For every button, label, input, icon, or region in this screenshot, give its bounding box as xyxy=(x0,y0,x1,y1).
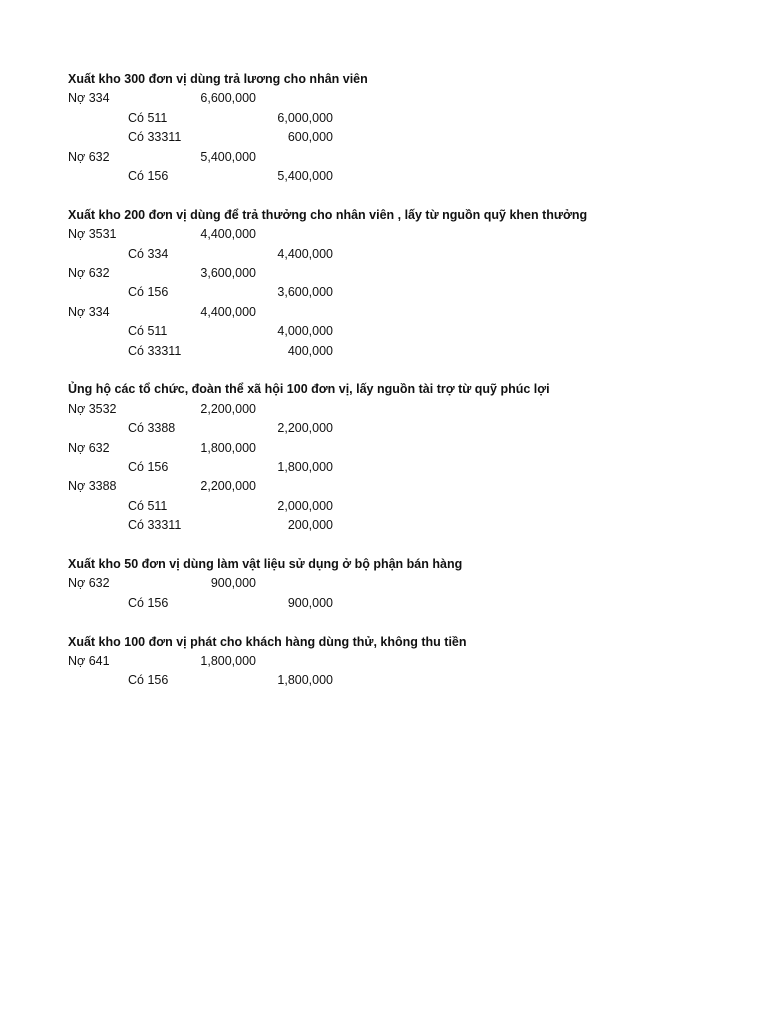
debit-account: Nợ 3388 xyxy=(68,479,117,494)
credit-entry-row xyxy=(0,420,768,436)
credit-amount: 200,000 xyxy=(287,518,333,533)
debit-entry-row xyxy=(0,149,768,165)
credit-entry-row xyxy=(0,595,768,611)
credit-account: Có 33311 xyxy=(128,343,182,358)
credit-account: Có 33311 xyxy=(128,518,182,533)
debit-account: Nợ 334 xyxy=(68,91,110,106)
debit-account: Nợ 3532 xyxy=(68,401,117,416)
credit-amount: 3,600,000 xyxy=(277,285,333,300)
debit-entry-row xyxy=(0,478,768,494)
debit-amount: 2,200,000 xyxy=(200,401,256,416)
debit-account: Nợ 632 xyxy=(68,440,110,455)
credit-account: Có 156 xyxy=(128,169,169,183)
credit-amount: 4,400,000 xyxy=(277,246,333,261)
credit-account: Có 156 xyxy=(128,285,169,300)
credit-amount: 600,000 xyxy=(287,130,333,145)
debit-amount: 6,600,000 xyxy=(200,91,256,106)
debit-entry-row xyxy=(0,304,768,320)
debit-amount: 1,800,000 xyxy=(200,440,256,455)
credit-entry-row xyxy=(0,110,768,126)
debit-amount: 3,600,000 xyxy=(200,266,256,280)
credit-amount: 2,000,000 xyxy=(277,498,333,513)
section-title: Xuất kho 200 đơn vị dùng để trả thưởng cho nhân viên , lấy từ nguồn quỹ khen thưởng xyxy=(68,207,588,222)
debit-entry-row xyxy=(0,440,768,456)
credit-amount: 400,000 xyxy=(287,343,333,358)
debit-entry-row xyxy=(0,401,768,417)
credit-account: Có 156 xyxy=(128,460,169,474)
credit-account: Có 334 xyxy=(128,246,169,261)
debit-account: Nợ 641 xyxy=(68,654,110,668)
credit-entry-row xyxy=(0,284,768,300)
section-title: Xuất kho 300 đơn vị dùng trả lương cho nhân viên xyxy=(68,72,368,86)
debit-amount: 2,200,000 xyxy=(200,479,256,494)
debit-amount: 4,400,000 xyxy=(200,304,256,319)
credit-entry-row xyxy=(0,129,768,145)
debit-account: Nợ 334 xyxy=(68,304,110,319)
credit-account: Có 511 xyxy=(128,498,168,513)
credit-amount: 900,000 xyxy=(287,595,333,610)
credit-entry-row xyxy=(0,246,768,262)
debit-amount: 4,400,000 xyxy=(200,227,256,242)
debit-entry-row xyxy=(0,90,768,106)
credit-account: Có 3388 xyxy=(128,421,176,436)
debit-entry-row xyxy=(0,653,768,669)
credit-entry-row xyxy=(0,672,768,688)
debit-account: Nợ 632 xyxy=(68,576,110,591)
credit-amount: 4,000,000 xyxy=(277,324,333,339)
credit-entry-row xyxy=(0,517,768,533)
credit-account: Có 156 xyxy=(128,595,169,610)
credit-amount: 1,800,000 xyxy=(277,673,333,688)
credit-entry-row xyxy=(0,459,768,475)
debit-account: Nợ 3531 xyxy=(68,227,117,242)
credit-account: Có 511 xyxy=(128,324,168,339)
debit-amount: 900,000 xyxy=(210,576,256,591)
credit-entry-row xyxy=(0,323,768,339)
section-title: Xuất kho 50 đơn vị dùng làm vật liệu sử dụng ở bộ phận bán hàng xyxy=(68,557,463,571)
debit-entry-row xyxy=(0,226,768,242)
debit-entry-row xyxy=(0,575,768,591)
debit-account: Nợ 632 xyxy=(68,149,110,164)
credit-amount: 2,200,000 xyxy=(277,421,333,436)
credit-entry-row xyxy=(0,168,768,184)
credit-entry-row xyxy=(0,343,768,359)
credit-account: Có 511 xyxy=(128,110,168,125)
debit-account: Nợ 632 xyxy=(68,266,110,280)
section-title: Ủng hộ các tổ chức, đoàn thể xã hội 100 đơn vị, lấy nguồn tài trợ từ quỹ phúc lợi xyxy=(68,382,550,397)
debit-amount: 1,800,000 xyxy=(200,654,256,668)
credit-account: Có 156 xyxy=(128,673,169,688)
debit-amount: 5,400,000 xyxy=(200,149,256,164)
credit-account: Có 33311 xyxy=(128,130,182,145)
credit-amount: 6,000,000 xyxy=(277,110,333,125)
credit-entry-row xyxy=(0,498,768,514)
credit-amount: 1,800,000 xyxy=(277,460,333,474)
credit-amount: 5,400,000 xyxy=(277,169,333,183)
section-title: Xuất kho 100 đơn vị phát cho khách hàng dùng thử, không thu tiền xyxy=(68,634,467,649)
debit-entry-row xyxy=(0,265,768,281)
